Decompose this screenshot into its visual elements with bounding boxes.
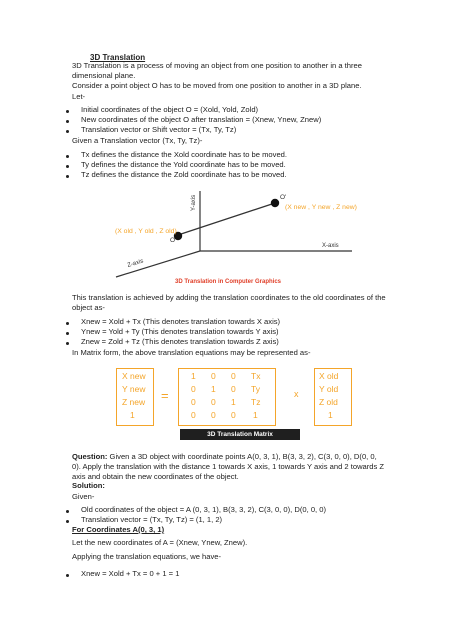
- equation-z: Znew = Zold + Tz (This denotes translation towards Z axis): [81, 337, 279, 346]
- point-new: [271, 199, 279, 207]
- new-coords-line: Let the new coordinates of A = (Xnew, Ynew, Znew).: [72, 538, 248, 547]
- bullet-dot: [66, 322, 69, 325]
- m-00: 1: [191, 371, 196, 381]
- consider-line: Consider a point object O has to be moved from one position to another in a 3D plane.: [72, 81, 362, 90]
- old-w: 1: [328, 410, 333, 420]
- m-13: Ty: [251, 384, 260, 394]
- translation-figure: [100, 185, 370, 287]
- bullet-dot: [66, 574, 69, 577]
- dist-bullet-y: Ty defines the distance the Yold coordinate has to be moved.: [81, 160, 286, 169]
- equation-x: Xnew = Xold + Tx (This denotes translation towards X axis): [81, 317, 281, 326]
- m-20: 0: [191, 397, 196, 407]
- m-02: 0: [231, 371, 236, 381]
- bullet-dot: [66, 175, 69, 178]
- new-coords-label: (X new , Y new , Z new): [285, 204, 357, 211]
- matrix-caption-banner: 3D Translation Matrix: [180, 429, 300, 440]
- equals-sign: =: [161, 388, 169, 403]
- def-bullet-3: Translation vector or Shift vector = (Tx, Ty, Tz): [81, 125, 237, 134]
- old-z: Z old: [319, 397, 338, 407]
- figure-caption: 3D Translation in Computer Graphics: [175, 279, 282, 285]
- question-text-1: Given a 3D object with coordinate points A(0, 3, 1), B(3, 3, 2), C(3, 0, 0), D(0, 0,: [107, 452, 377, 461]
- given-label: Given-: [72, 492, 95, 501]
- dist-bullet-z: Tz defines the distance the Zold coordinate has to be moved.: [81, 170, 287, 179]
- page-title: 3D Translation: [90, 53, 146, 62]
- old-y: Y old: [319, 384, 339, 394]
- new-z: Z new: [122, 397, 146, 407]
- m-31: 0: [211, 410, 216, 420]
- bullet-dot: [66, 120, 69, 123]
- point-new-label: O': [280, 194, 287, 201]
- achieved-line-1: This translation is achieved by adding the translation coordinates to the old coordinates of the: [72, 293, 386, 302]
- given-vector: Translation vector = (Tx, Ty, Tz) = (1, 1, 2): [81, 515, 223, 524]
- new-y: Y new: [122, 384, 146, 394]
- matrix-intro: In Matrix form, the above translation equations may be represented as-: [72, 348, 311, 357]
- m-23: Tz: [251, 397, 261, 407]
- m-01: 0: [211, 371, 216, 381]
- solution-label: Solution:: [72, 481, 105, 490]
- m-10: 0: [191, 384, 196, 394]
- final-equation: Xnew = Xold + Tx = 0 + 1 = 1: [81, 569, 180, 578]
- x-axis-label: X-axis: [322, 243, 339, 249]
- given-old-coords: Old coordinates of the object = A (0, 3, 1), B(3, 3, 2), C(3, 0, 0), D(0, 0, 0): [81, 505, 327, 514]
- new-w: 1: [130, 410, 135, 420]
- let-label: Let-: [72, 92, 86, 101]
- question-line-1: [72, 453, 377, 462]
- applying-line: Applying the translation equations, we have-: [72, 552, 222, 561]
- bullet-dot: [66, 342, 69, 345]
- bullet-dot: [66, 165, 69, 168]
- point-old-label: O: [170, 237, 176, 244]
- bullet-dot: [66, 510, 69, 513]
- coordinate-heading: For Coordinates A(0, 3, 1): [72, 525, 165, 534]
- m-33: 1: [253, 410, 258, 420]
- intro-line-1: 3D Translation is a process of moving an object from one position to another in a three: [72, 61, 362, 70]
- m-30: 0: [191, 410, 196, 420]
- given-vector-line: Given a Translation vector (Tx, Ty, Tz)-: [72, 136, 203, 145]
- m-32: 0: [231, 410, 236, 420]
- def-bullet-2: New coordinates of the object O after translation = (Xnew, Ynew, Znew): [81, 115, 322, 124]
- question-line-2: 0). Apply the translation with the distance 1 towards X axis, 1 towards Y axis and 2 towards Z: [72, 462, 385, 471]
- m-22: 1: [231, 397, 236, 407]
- question-label: Question:: [72, 452, 108, 461]
- dist-bullet-x: Tx defines the distance the Xold coordinate has to be moved.: [81, 150, 288, 159]
- matrix-figure: [108, 362, 370, 442]
- bullet-dot: [66, 110, 69, 113]
- def-bullet-1: Initial coordinates of the object O = (Xold, Yold, Zold): [81, 105, 259, 114]
- new-x: X new: [122, 371, 146, 381]
- intro-line-2: dimensional plane.: [72, 71, 136, 80]
- y-axis-label: Y-axis: [191, 194, 197, 211]
- equation-y: Ynew = Yold + Ty (This denotes translation towards Y axis): [81, 327, 279, 336]
- old-x: X old: [319, 371, 339, 381]
- question-line-3: axis and obtain the new coordinates of the object.: [72, 472, 239, 481]
- m-11: 1: [211, 384, 216, 394]
- bullet-dot: [66, 520, 69, 523]
- achieved-line-2: object as-: [72, 303, 105, 312]
- bullet-dot: [66, 332, 69, 335]
- z-axis-label: Z-axis: [126, 258, 145, 269]
- multiply-sign: x: [294, 389, 299, 399]
- m-03: Tx: [251, 371, 261, 381]
- m-12: 0: [231, 384, 236, 394]
- old-coords-label: (X old , Y old , Z old): [115, 228, 177, 235]
- m-21: 0: [211, 397, 216, 407]
- bullet-dot: [66, 130, 69, 133]
- bullet-dot: [66, 155, 69, 158]
